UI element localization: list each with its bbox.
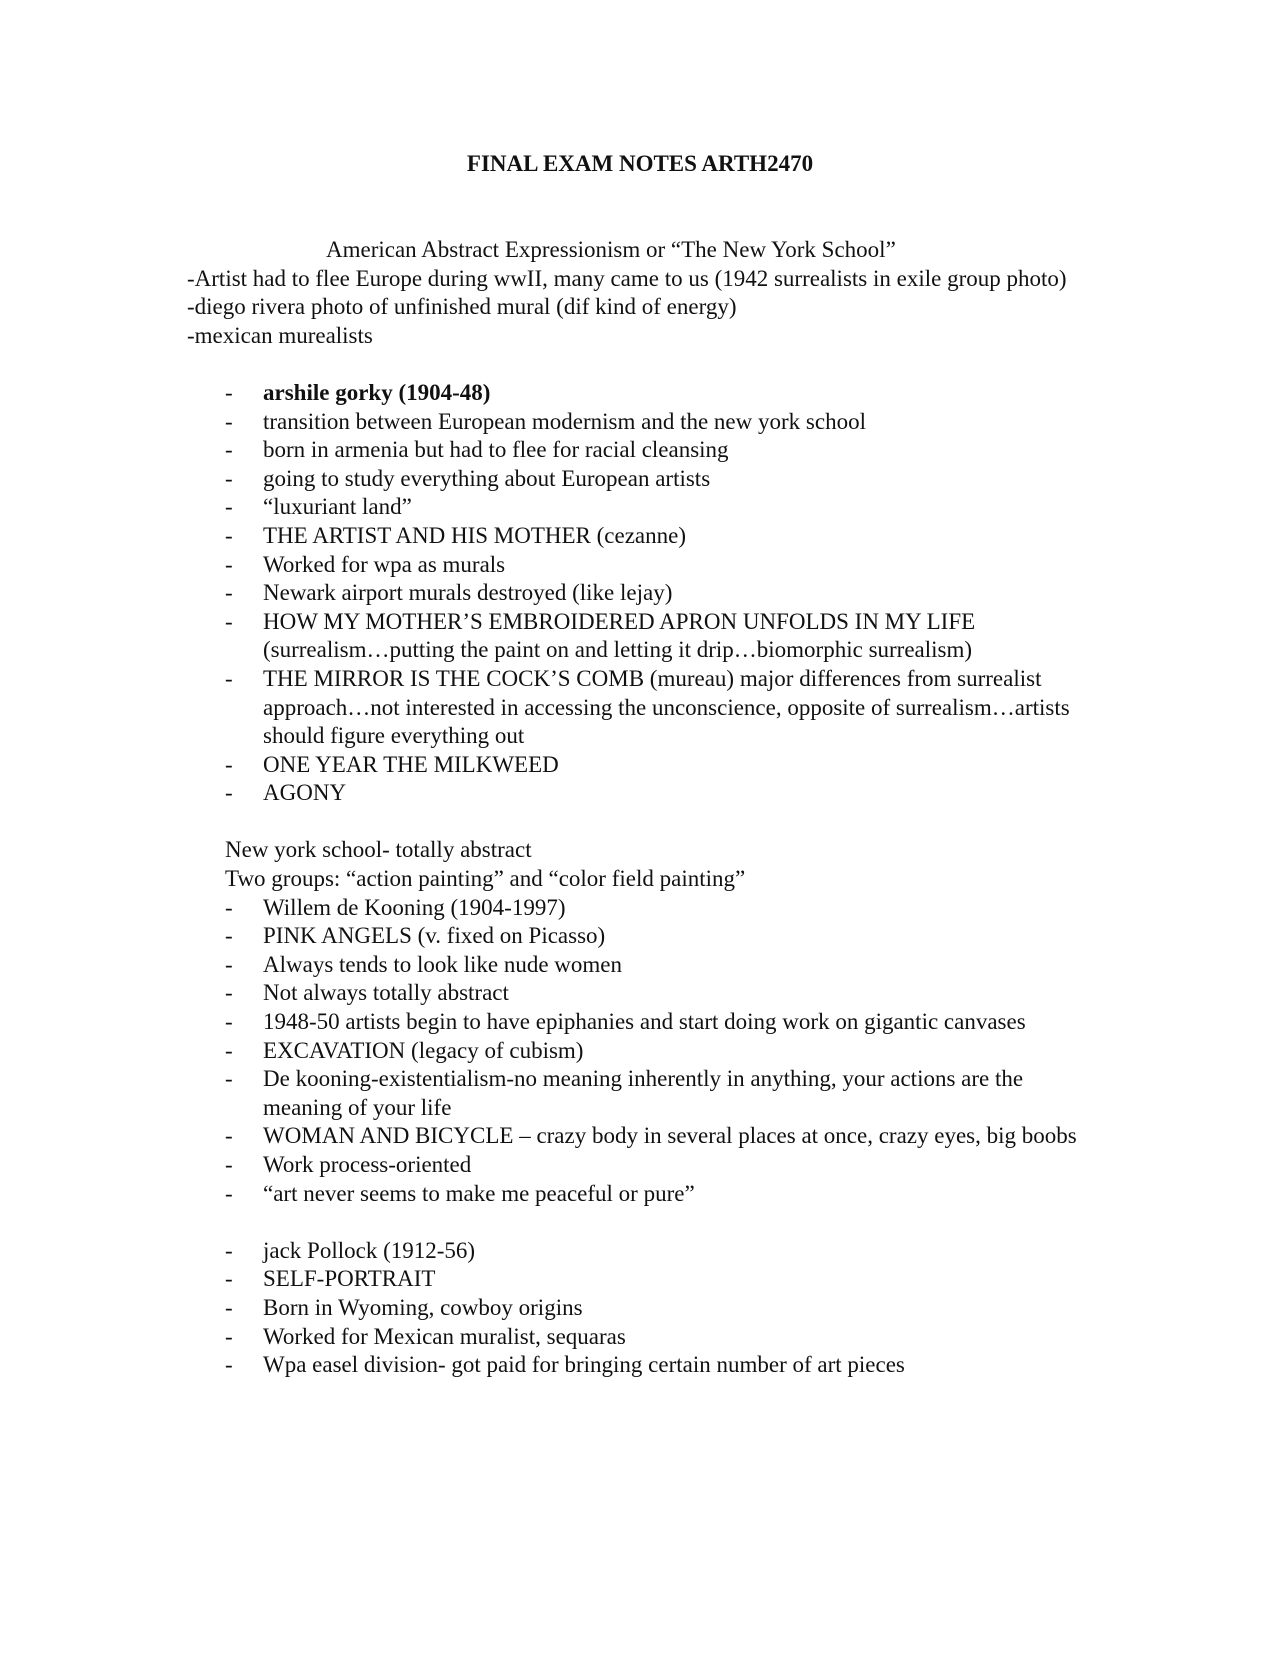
list-item-text: born in armenia but had to flee for racial cleansing xyxy=(263,437,729,463)
list-item-text: going to study everything about European artists xyxy=(263,465,711,491)
list-item xyxy=(187,522,1087,551)
bullet-dash: - xyxy=(225,780,233,806)
list-item xyxy=(187,979,1087,1008)
list-item-text: De kooning-existentialism-no meaning inherently in anything, your actions are the meaning of your life xyxy=(263,1066,1024,1120)
list-item xyxy=(187,665,1087,751)
paragraph-line: Two groups: “action painting” and “color field painting” xyxy=(225,866,746,892)
list-item-text: Willem de Kooning (1904-1997) xyxy=(263,894,566,920)
list-item xyxy=(187,379,1087,408)
bullet-dash: - xyxy=(225,951,233,977)
list-item-text: “art never seems to make me peaceful or pure” xyxy=(263,1180,695,1206)
list-item xyxy=(187,1037,1087,1066)
bullet-dash: - xyxy=(225,1266,233,1292)
list-item xyxy=(187,951,1087,980)
bullet-dash: - xyxy=(225,465,233,491)
list-item xyxy=(187,1323,1087,1352)
list-item xyxy=(187,922,1087,951)
bullet-dash: - xyxy=(225,437,233,463)
list-item xyxy=(187,1008,1087,1037)
paragraph-line: New york school- totally abstract xyxy=(225,837,532,863)
list-item xyxy=(187,408,1087,437)
list-item xyxy=(187,608,1087,665)
bullet-dash: - xyxy=(225,551,233,577)
list-item-text: transition between European modernism and the new york school xyxy=(263,408,866,434)
list-item xyxy=(187,1065,1087,1122)
list-item-text: PINK ANGELS (v. fixed on Picasso) xyxy=(263,923,606,949)
bullet-dash: - xyxy=(225,894,233,920)
bullet-dash: - xyxy=(225,408,233,434)
bullet-dash: - xyxy=(225,665,233,691)
intro-line: -mexican murealists xyxy=(187,322,373,348)
list-item-text: ONE YEAR THE MILKWEED xyxy=(263,751,559,777)
bullet-dash: - xyxy=(225,1180,233,1206)
bullet-dash: - xyxy=(225,1323,233,1349)
list-item-text: Newark airport murals destroyed (like lejay) xyxy=(263,580,673,606)
intro-line: -diego rivera photo of unfinished mural (dif kind of energy) xyxy=(187,294,737,320)
list-item-text: AGONY xyxy=(263,780,347,806)
notes-body xyxy=(187,236,1087,1380)
list-item xyxy=(187,751,1087,780)
list-item-text: Worked for Mexican muralist, sequaras xyxy=(263,1323,626,1349)
dekooning-list xyxy=(187,894,1087,1209)
list-item xyxy=(187,779,1087,808)
bullet-dash: - xyxy=(225,1237,233,1263)
list-item-text: Wpa easel division- got paid for bringing certain number of art pieces xyxy=(263,1352,905,1378)
gorky-list xyxy=(187,379,1087,808)
list-item-text: Work process-oriented xyxy=(263,1152,472,1177)
list-item-text: EXCAVATION (legacy of cubism) xyxy=(263,1037,584,1063)
list-item xyxy=(187,1294,1087,1323)
list-item-text: WOMAN AND BICYCLE – crazy body in several places at once, crazy eyes, big boobs xyxy=(263,1123,1077,1149)
document-title: FINAL EXAM NOTES ARTH2470 xyxy=(466,151,814,176)
list-item xyxy=(187,894,1087,923)
section-heading: American Abstract Expressionism or “The New York School” xyxy=(326,237,896,262)
list-item xyxy=(187,1180,1087,1209)
bullet-dash: - xyxy=(225,1294,233,1320)
bullet-dash: - xyxy=(225,608,233,634)
bullet-dash: - xyxy=(225,1152,233,1177)
bullet-dash: - xyxy=(225,1037,233,1063)
list-item-text: arshile gorky (1904-48) xyxy=(263,379,491,405)
pollock-list xyxy=(187,1237,1087,1380)
list-item-text: THE ARTIST AND HIS MOTHER (cezanne) xyxy=(263,522,686,548)
bullet-dash: - xyxy=(225,522,233,548)
list-item xyxy=(187,465,1087,494)
list-item xyxy=(187,1265,1087,1294)
list-item xyxy=(187,1351,1087,1380)
bullet-dash: - xyxy=(225,1009,233,1035)
bullet-dash: - xyxy=(225,379,233,405)
list-item xyxy=(187,493,1087,522)
bullet-dash: - xyxy=(225,751,233,777)
list-item xyxy=(187,1122,1087,1151)
spacer xyxy=(187,808,1087,837)
list-item-text: “luxuriant land” xyxy=(263,494,412,520)
list-item-text: Worked for wpa as murals xyxy=(263,551,506,577)
list-item-text: SELF-PORTRAIT xyxy=(263,1266,436,1292)
list-item-text: Born in Wyoming, cowboy origins xyxy=(263,1294,583,1320)
spacer xyxy=(187,350,1087,379)
list-item xyxy=(187,579,1087,608)
intro-line: -Artist had to flee Europe during wwII, many came to us (1942 surrealists in exile group photo) xyxy=(187,265,1067,291)
list-item-text: HOW MY MOTHER’S EMBROIDERED APRON UNFOLDS IN MY LIFE (surrealism…putting the paint on and letting it drip…biomorphic surrealism) xyxy=(263,608,976,663)
bullet-dash: - xyxy=(225,923,233,949)
list-item xyxy=(187,1237,1087,1266)
list-item xyxy=(187,436,1087,465)
bullet-dash: - xyxy=(225,1123,233,1149)
bullet-dash: - xyxy=(225,1066,233,1092)
list-item xyxy=(187,1151,1087,1180)
bullet-dash: - xyxy=(225,1352,233,1378)
spacer xyxy=(187,1208,1087,1237)
list-item-text: THE MIRROR IS THE COCK’S COMB (mureau) major differences from surrealist approach…not interested in accessing the unconscience, opposite of surrealism…artists should figure everything out xyxy=(263,665,1070,749)
list-item-text: 1948-50 artists begin to have epiphanies and start doing work on gigantic canvases xyxy=(263,1009,1026,1035)
list-item-text: Always tends to look like nude women xyxy=(263,951,623,977)
list-item-text: jack Pollock (1912-56) xyxy=(263,1237,476,1263)
list-item-text: Not always totally abstract xyxy=(263,980,509,1006)
bullet-dash: - xyxy=(225,980,233,1006)
list-item xyxy=(187,551,1087,580)
bullet-dash: - xyxy=(225,494,233,520)
bullet-dash: - xyxy=(225,580,233,606)
